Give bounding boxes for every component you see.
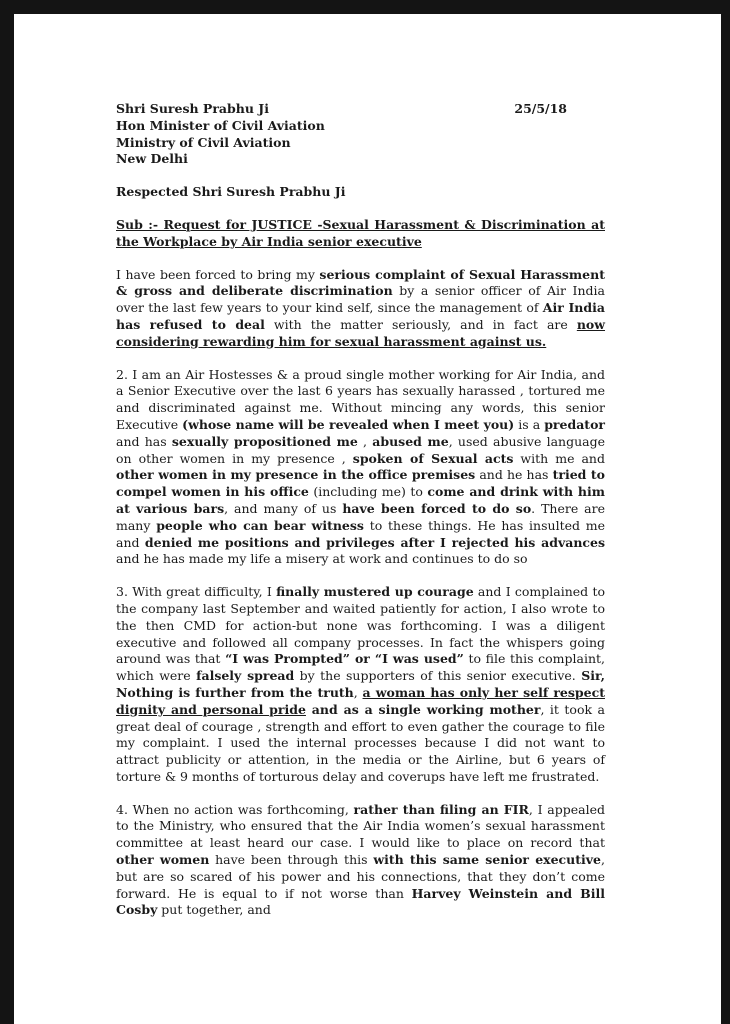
address-line: New Delhi (116, 151, 188, 167)
text-run: rather than filing an FIR (353, 801, 529, 817)
text-run: by a senior officer of Air India over the last few years to your kind self, since the management of (116, 283, 605, 316)
text-run: , used abusive language on other women in my presence , (116, 433, 605, 466)
address-line: Ministry of Civil Aviation (116, 134, 291, 150)
text-run: to file this complaint, which were (116, 651, 605, 684)
text-run: (including me) to (308, 484, 428, 500)
text-run: Sir, Nothing is further from the truth (116, 668, 605, 700)
text-run: by the supporters of this senior executive. (294, 668, 582, 684)
text-run: spoken of Sexual acts (352, 450, 514, 466)
text-run: . There are many (116, 500, 605, 533)
letter-page (14, 14, 721, 1024)
text-run: finally mustered up courage (276, 584, 474, 600)
text-run: put together, and (157, 902, 271, 918)
text-run: , and many of us (224, 500, 343, 516)
text-run: sexually propositioned me (171, 433, 358, 449)
text-run: I have been forced to bring my (116, 266, 320, 282)
text-run: “I was Prompted” or “I was used” (225, 651, 464, 667)
text-run: other women in my presence in the office premises (116, 467, 476, 483)
text-run: 3. With great difficulty, I (116, 584, 277, 600)
text-run: to these things. He has insulted me and (116, 517, 605, 550)
text-run: Harvey Weinstein and Bill Cosby (116, 885, 605, 918)
text-run: have been through this (209, 852, 374, 868)
text-run: with this same senior executive (373, 852, 601, 868)
text-run: falsely spread (196, 668, 295, 684)
text-run: Air India has refused to deal (116, 300, 605, 332)
text-run: and (305, 701, 344, 717)
text-run: other women (116, 852, 210, 868)
text-run: , (357, 433, 373, 449)
paragraph-2 (116, 367, 605, 569)
subject-line: Sub :- Request for JUSTICE -Sexual Harassment & Discrimination at the Workplace by Air India senior executive (116, 216, 605, 249)
text-run: predator (544, 416, 606, 432)
paragraph-3 (116, 584, 605, 786)
text-run: with me and (513, 450, 605, 466)
letter-paragraphs (116, 267, 605, 920)
text-run: denied me positions and privileges after I rejected his advances (144, 534, 606, 550)
paragraph-1 (116, 267, 605, 351)
text-run: a woman has only her self respect dignity and personal pride (116, 684, 605, 717)
address-line: Hon Minister of Civil Aviation (116, 117, 325, 133)
text-run: come and drink with him at various bars (116, 484, 605, 516)
text-run: people who can bear witness (156, 517, 364, 533)
text-run: 2. I am an Air Hostesses & a proud single mother working for Air India, and a Senior Executive over the last 6 years has sexually harassed , tortured me and discriminated against me. Without mincing any words, this senior Executive (116, 366, 605, 432)
text-run: now considering rewarding him for sexual harassment against us. (116, 316, 606, 349)
text-run: , I appealed to the Ministry, who ensured that the Air India women’s sexual harassment committee at least heard our case. I would like to place on record that (116, 801, 605, 851)
text-run: as a single working mother (343, 701, 541, 717)
paragraph-4 (116, 802, 605, 920)
recipient-address (116, 101, 605, 168)
text-run: and I complained to the company last September and waited patiently for action, I also wrote to the then CMD for action-but none was forthcoming. I was a diligent executive and followed all company processes. In fact the whispers going around was that (116, 584, 605, 667)
text-run: and he has (475, 467, 553, 483)
salutation: Respected Shri Suresh Prabhu Ji (116, 184, 346, 200)
text-run: , it took a great deal of courage , strength and effort to even gather the courage to file my complaint. I used the internal processes because I did not want to attract publicity or attention, in the media or the Airline, but 6 years of torture & 9 months of torturous delay and coverups have left me frustrated. (116, 701, 605, 784)
text-run: 4. When no action was forthcoming, (116, 801, 354, 817)
text-run: is a (514, 416, 545, 432)
text-run: have been forced to do so (342, 500, 532, 516)
text-run: serious complaint of Sexual Harassment & gross and deliberate discrimination (116, 266, 605, 299)
letter-body (116, 101, 605, 919)
text-run: tried to compel women in his office (116, 467, 606, 500)
text-run: (whose name will be revealed when I meet you) (182, 416, 515, 432)
text-run: , (353, 684, 363, 700)
address-line: Shri Suresh Prabhu Ji (116, 101, 269, 116)
text-run: with the matter seriously, and in fact are (264, 316, 577, 332)
letter-date: 25/5/18 (514, 101, 567, 116)
text-run: and has (116, 433, 172, 449)
text-run: abused me (372, 433, 449, 449)
text-run: and he has made my life a misery at work and continues to do so (116, 551, 528, 567)
text-run: , but are so scared of his power and his connections, that they don’t come forward. He is equal to if not worse than (116, 852, 605, 901)
